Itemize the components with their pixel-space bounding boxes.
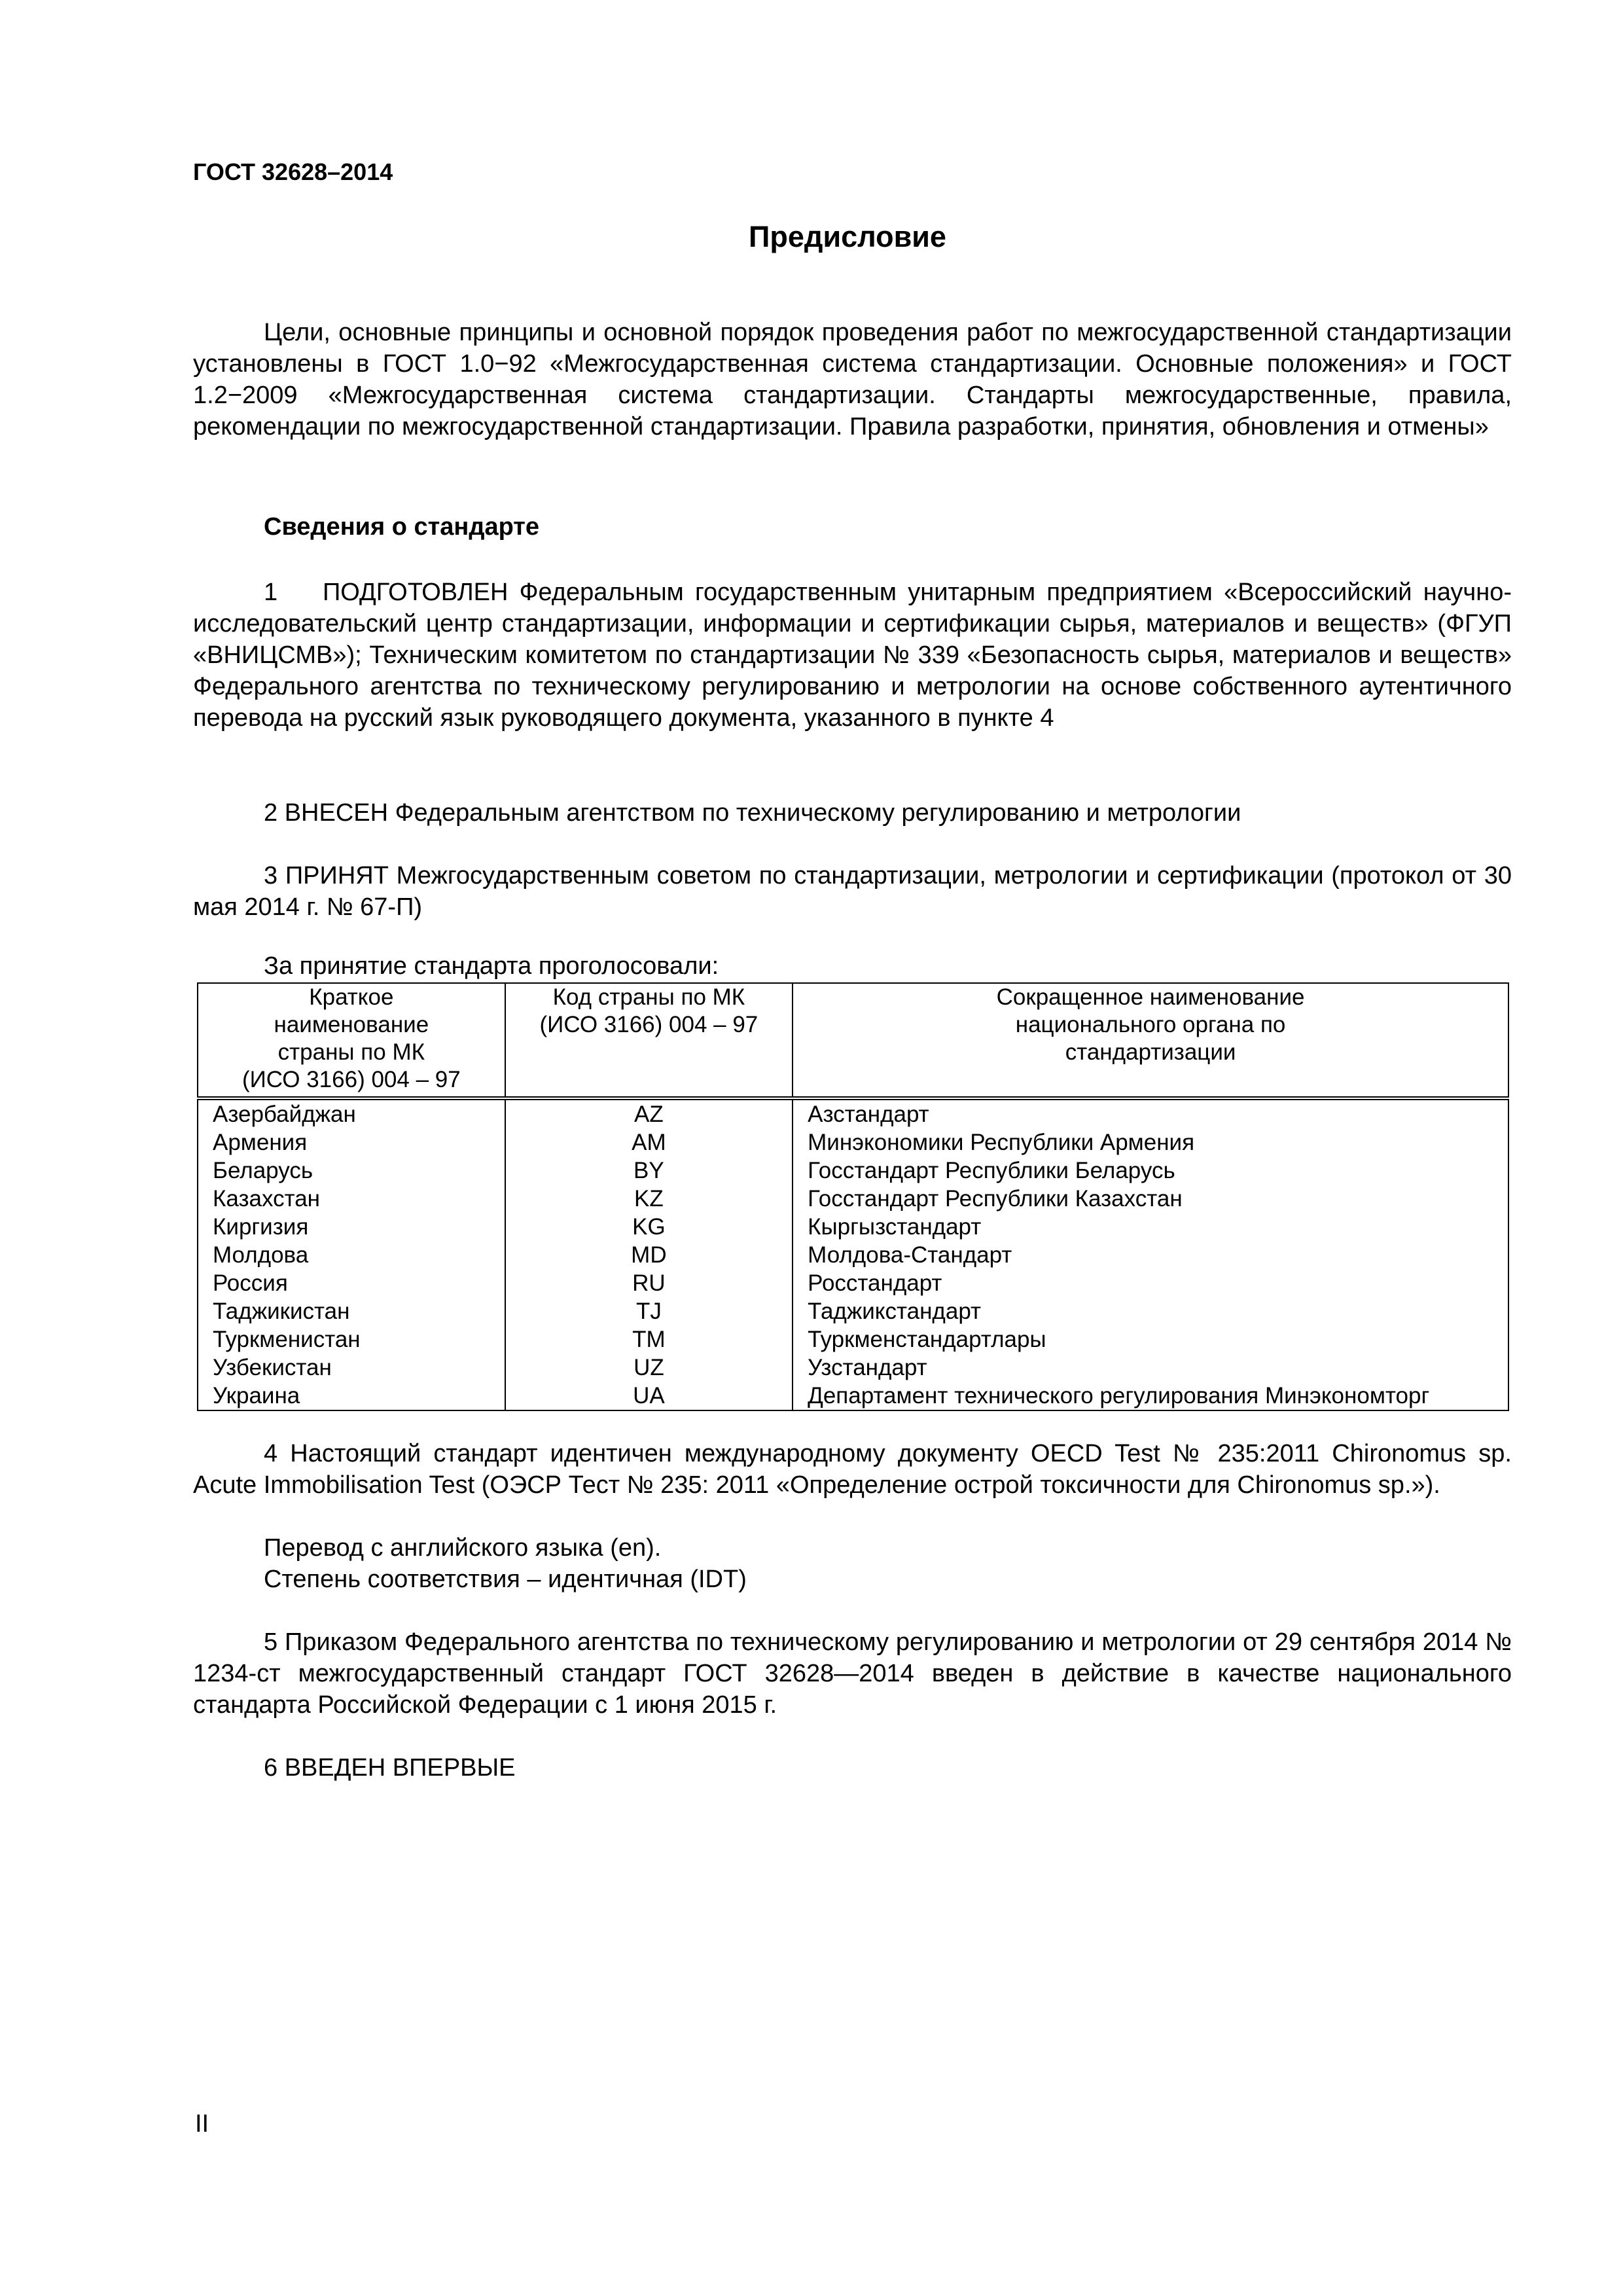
table-row: Украина UA Департамент технического регулирования Минэкономторг <box>198 1382 1508 1410</box>
section-heading: Сведения о стандарте <box>264 513 540 541</box>
document-code: ГОСТ 32628–2014 <box>193 158 393 185</box>
member-states-table <box>197 982 1509 1411</box>
item-4-paragraph: 4 Настоящий стандарт идентичен международному документу OECD Test № 235:2011 Chironomus sp. Acute Immobilisation Test (ОЭСР Тест № 235: 2011 «Определение острой токсичности для Chironomus sp.»). <box>193 1440 1512 1499</box>
header-country-name: Краткое наименование страны по МК (ИСО 3166) 004 – 97 <box>198 983 505 1098</box>
intro-paragraph: Цели, основные принципы и основной порядок проведения работ по межгосударственной стандартизации установлены в ГОСТ 1.0−92 «Межгосударственная система стандартизации. Основные положения» и ГОСТ 1.2−2009 «Межгосударственная система стандартизации. Стандарты межгосударственные, правила, рекомендации по межгосударственной стандартизации. Правила разработки, принятия, обновления и отмены» <box>193 319 1512 440</box>
table-row: Армения AM Минэкономики Республики Армения <box>198 1128 1508 1157</box>
item-2-paragraph: 2 ВНЕСЕН Федеральным агентством по техническому регулированию и метрологии <box>264 799 1241 827</box>
table-row: Беларусь BY Госстандарт Республики Беларусь <box>198 1157 1508 1185</box>
header-country-code: Код страны по МК (ИСО 3166) 004 – 97 <box>505 983 793 1098</box>
item-6-paragraph: 6 ВВЕДЕН ВПЕРВЫЕ <box>264 1754 516 1782</box>
table-row: Киргизия KG Кыргызстандарт <box>198 1213 1508 1241</box>
item-5-paragraph: 5 Приказом Федерального агентства по техническому регулированию и метрологии от 29 сентября 2014 № 1234-ст межгосударственный стандарт ГОСТ 32628—2014 введен в действие в качестве национального стандарта Российской Федерации с 1 июня 2015 г. <box>193 1628 1512 1719</box>
table-row: Молдова MD Молдова-Стандарт <box>198 1241 1508 1269</box>
header-standards-body: Сокращенное наименование национального органа по стандартизации <box>793 983 1508 1098</box>
page-number: II <box>195 2110 209 2138</box>
table-row: Казахстан KZ Госстандарт Республики Казахстан <box>198 1185 1508 1213</box>
item-1-paragraph: 1 ПОДГОТОВЛЕН Федеральным государственным унитарным предприятием «Всероссийский научно-исследовательский центр стандартизации, информации и сертификации сырья, материалов и веществ» (ФГУП «ВНИЦСМВ»); Техническим комитетом по стандартизации № 339 «Безопасность сырья, материалов и веществ» Федерального агентства по техническому регулированию и метрологии на основе собственного аутентичного перевода на русский язык руководящего документа, указанного в пункте 4 <box>193 579 1519 732</box>
table-header-row <box>198 983 1508 1098</box>
table-row: Туркменистан TM Туркменстандартлары <box>198 1325 1508 1354</box>
vote-caption: За принятие стандарта проголосовали: <box>264 952 719 980</box>
table-row: Россия RU Росстандарт <box>198 1269 1508 1297</box>
item-4-degree: Степень соответствия – идентичная (IDT) <box>264 1566 747 1593</box>
table-row: Таджикистан TJ Таджикстандарт <box>198 1297 1508 1325</box>
table-row: Азербайджан AZ Азстандарт <box>198 1098 1508 1128</box>
page-title: Предисловие <box>749 220 946 253</box>
table-row: Узбекистан UZ Узстандарт <box>198 1354 1508 1382</box>
item-4-translation: Перевод с английского языка (en). <box>264 1534 662 1562</box>
item-3-paragraph: 3 ПРИНЯТ Межгосударственным советом по стандартизации, метрологии и сертификации (протокол от 30 мая 2014 г. № 67-П) <box>193 862 1512 921</box>
